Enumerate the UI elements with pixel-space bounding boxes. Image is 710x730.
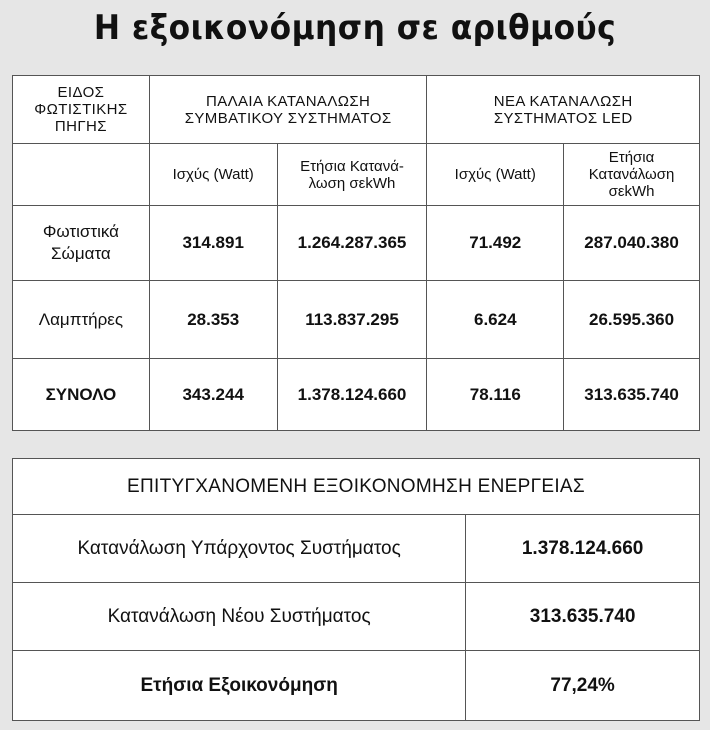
empty-header-cell [13, 144, 150, 206]
old-power-value: 343.244 [149, 359, 277, 431]
consumption-table [12, 75, 700, 431]
total-row [13, 359, 700, 431]
annual-savings-value: 77,24% [466, 651, 700, 721]
new-energy-value: 287.040.380 [564, 206, 700, 281]
total-label: ΣΥΝΟΛΟ [13, 359, 150, 431]
table-row [13, 583, 700, 651]
old-power-value: 314.891 [149, 206, 277, 281]
savings-table [12, 458, 700, 721]
table-row [13, 206, 700, 281]
old-energy-value: 1.378.124.660 [277, 359, 427, 431]
new-power-value: 71.492 [427, 206, 564, 281]
new-power-value: 6.624 [427, 281, 564, 359]
row-label: Λαμπτήρες [13, 281, 150, 359]
old-energy-header: Ετήσια Κατανά- λωση σεkWh [277, 144, 427, 206]
new-consumption-header: ΝΕΑ ΚΑΤΑΝΑΛΩΣΗ ΣΥΣΤΗΜΑΤΟΣ LED [427, 76, 700, 144]
new-energy-value: 26.595.360 [564, 281, 700, 359]
savings-header: ΕΠΙΤΥΓΧΑΝΟΜΕΝΗ ΕΞΟΙΚΟΝΟΜΗΣΗ ΕΝΕΡΓΕΙΑΣ [13, 459, 700, 515]
annual-savings-label: Ετήσια Εξοικονόμηση [13, 651, 466, 721]
row-value: 313.635.740 [466, 583, 700, 651]
old-energy-value: 1.264.287.365 [277, 206, 427, 281]
old-power-value: 28.353 [149, 281, 277, 359]
row-value: 1.378.124.660 [466, 515, 700, 583]
old-power-header: Ισχύς (Watt) [149, 144, 277, 206]
source-type-header: ΕΙΔΟΣ ΦΩΤΙΣΤΙΚΗΣ ΠΗΓΗΣ [13, 76, 150, 144]
table-row [13, 281, 700, 359]
row-label: Φωτιστικά Σώματα [13, 206, 150, 281]
table-row [13, 515, 700, 583]
row-label: Κατανάλωση Νέου Συστήματος [13, 583, 466, 651]
table-row [13, 651, 700, 721]
new-power-value: 78.116 [427, 359, 564, 431]
new-energy-header: Ετήσια Κατανάλωση σεkWh [564, 144, 700, 206]
new-energy-value: 313.635.740 [564, 359, 700, 431]
row-label: Κατανάλωση Υπάρχοντος Συστήματος [13, 515, 466, 583]
page-title: Η εξοικονόμηση σε αριθμούς [93, 8, 617, 48]
old-energy-value: 113.837.295 [277, 281, 427, 359]
new-power-header: Ισχύς (Watt) [427, 144, 564, 206]
old-consumption-header: ΠΑΛΑΙΑ ΚΑΤΑΝΑΛΩΣΗ ΣΥΜΒΑΤΙΚΟΥ ΣΥΣΤΗΜΑΤΟΣ [149, 76, 427, 144]
